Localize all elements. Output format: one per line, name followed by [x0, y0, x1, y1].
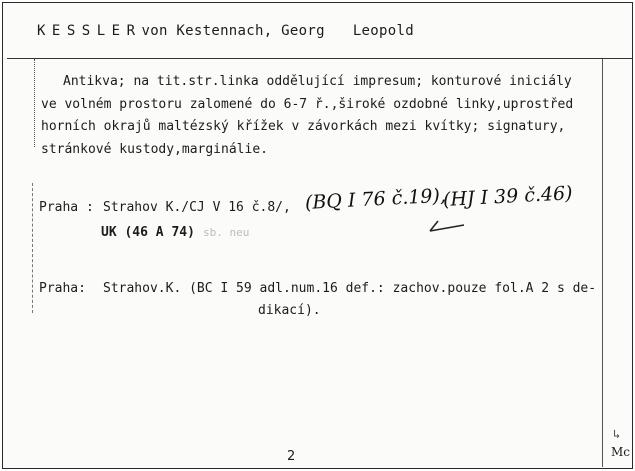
location-sub-signature: UK (46 A 74) [101, 225, 195, 240]
description-line: ve volném prostoru zalomené do 6-7 ř.,široké ozdobné linky,uprostřed [41, 96, 574, 112]
location-detail-line: Strahov.K. (BC I 59 adl.num.16 def.: zachov.pouze fol.A 2 s de- [103, 281, 597, 296]
description-line: stránkové kustody,marginálie. [41, 141, 268, 157]
left-margin-rule-lower [32, 183, 33, 313]
handwritten-arrow-icon [428, 215, 468, 235]
page-number: 2 [287, 449, 296, 464]
description-block [41, 71, 596, 161]
left-margin-rule-upper [34, 59, 36, 147]
author-surname: KESSLER [37, 23, 142, 39]
handwritten-signature-1: (BQ I 76 č.19), [304, 184, 447, 214]
corner-mark: Mc [611, 445, 631, 459]
description-line: Antikva; na tit.str.linka oddělující impresum; konturové iniciály [63, 74, 572, 89]
faint-note: sb. neu [203, 226, 250, 239]
card-heading [37, 23, 414, 39]
header-divider [7, 58, 632, 59]
author-given-name: von Kestennach, Georg [141, 23, 325, 39]
location-city: Praha : [39, 200, 94, 215]
location-signature: Strahov K./CJ V 16 č.8/, [103, 200, 291, 215]
location-detail-line: dikací). [258, 303, 321, 318]
right-margin-rule [602, 59, 603, 467]
catalog-card [2, 2, 633, 469]
corner-tick-mark: ↳ [613, 427, 621, 441]
author-extra-name: Leopold [352, 23, 414, 39]
handwritten-signature-2: (HJ I 39 č.46) [442, 182, 574, 211]
location-city: Praha: [39, 281, 86, 296]
description-line: horních okrajů maltézský křížek v závorkách mezi kvítky; signatury, [41, 119, 566, 134]
